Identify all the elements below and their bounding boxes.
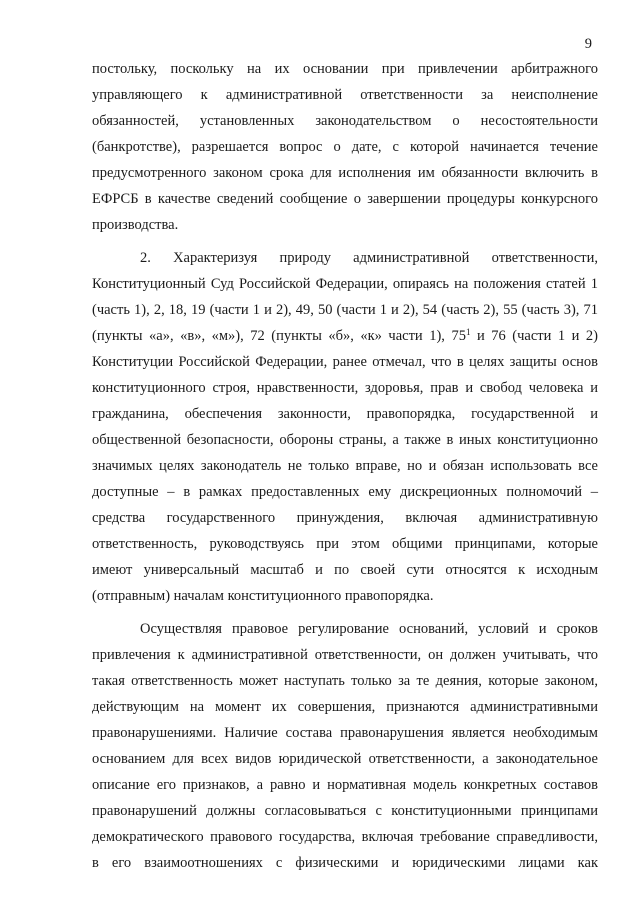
text-line: предусмотренного законом срока для исполнения им обязанности включить в: [92, 165, 598, 181]
text-line: доступные – в рамках предоставленных ему дискреционных полномочий –: [92, 484, 598, 500]
text-line: конституционного строя, нравственности, здоровья, прав и свобод человека и: [92, 380, 598, 396]
text-line: средства государственного принуждения, включая административную: [92, 510, 598, 526]
text-line: ответственность, руководствуясь при этом общими принципами, которые: [92, 536, 598, 552]
text-line: гражданина, обеспечения законности, правопорядка, государственной и: [92, 406, 598, 422]
text-segment: и 76 (части 1 и 2): [470, 328, 599, 344]
text-line: управляющего к административной ответственности за неисполнение: [92, 87, 598, 103]
page-number: 9: [584, 36, 592, 52]
text-line: постольку, поскольку на их основании при привлечении арбитражного: [92, 61, 598, 77]
text-line: правонарушениями. Наличие состава правонарушения является необходимым: [92, 725, 598, 741]
text-line: в его взаимоотношениях с физическими и юридическими лицами как: [92, 855, 598, 871]
text-line: правонарушений должны согласовываться с конституционными принципами: [92, 803, 598, 819]
text-line: действующим на момент их совершения, признаются административными: [92, 699, 598, 715]
text-line-with-superscript: [92, 323, 598, 349]
text-line: производства.: [92, 217, 179, 233]
text-segment: (пункты «а», «в», «м»), 72 (пункты «б», «к» части 1), 75: [92, 328, 466, 344]
text-line: такая ответственность может наступать только за те деяния, которые законом,: [92, 673, 598, 689]
text-line: обязанностей, установленных законодательством о несостоятельности: [92, 113, 598, 129]
text-line: описание его признаков, а равно и нормативная модель конкретных составов: [92, 777, 598, 793]
paragraph-3-start: Осуществляя правовое регулирование оснований, условий и сроков: [140, 621, 598, 637]
document-body: [92, 56, 598, 876]
text-line: привлечения к административной ответственности, он должен учитывать, что: [92, 647, 598, 663]
text-line: Конституционный Суд Российской Федерации, опираясь на положения статей 1: [92, 276, 598, 292]
text-line: общественной безопасности, обороны страны, а также в иных конституционно: [92, 432, 598, 448]
superscript: 1: [465, 327, 471, 337]
text-line: Конституции Российской Федерации, ранее отмечал, что в целях защиты основ: [92, 354, 598, 370]
text-line: значимых целях законодатель не только вправе, но и обязан использовать все: [92, 458, 598, 474]
text-line: (часть 1), 2, 18, 19 (части 1 и 2), 49, 50 (части 1 и 2), 54 (часть 2), 55 (часть 3), 71: [92, 302, 598, 318]
paragraph-2-start: 2. Характеризуя природу административной ответственности,: [140, 250, 598, 266]
text-line: (банкротстве), разрешается вопрос о дате, с которой начинается течение: [92, 139, 598, 155]
text-line: ЕФРСБ в качестве сведений сообщение о завершении процедуры конкурсного: [92, 191, 598, 207]
text-line: (отправным) началам конституционного правопорядка.: [92, 588, 434, 604]
text-line: демократического правового государства, включая требование справедливости,: [92, 829, 598, 845]
text-line: имеют универсальный масштаб и по своей сути относятся к исходным: [92, 562, 598, 578]
text-line: основанием для всех видов юридической ответственности, а законодательное: [92, 751, 598, 767]
